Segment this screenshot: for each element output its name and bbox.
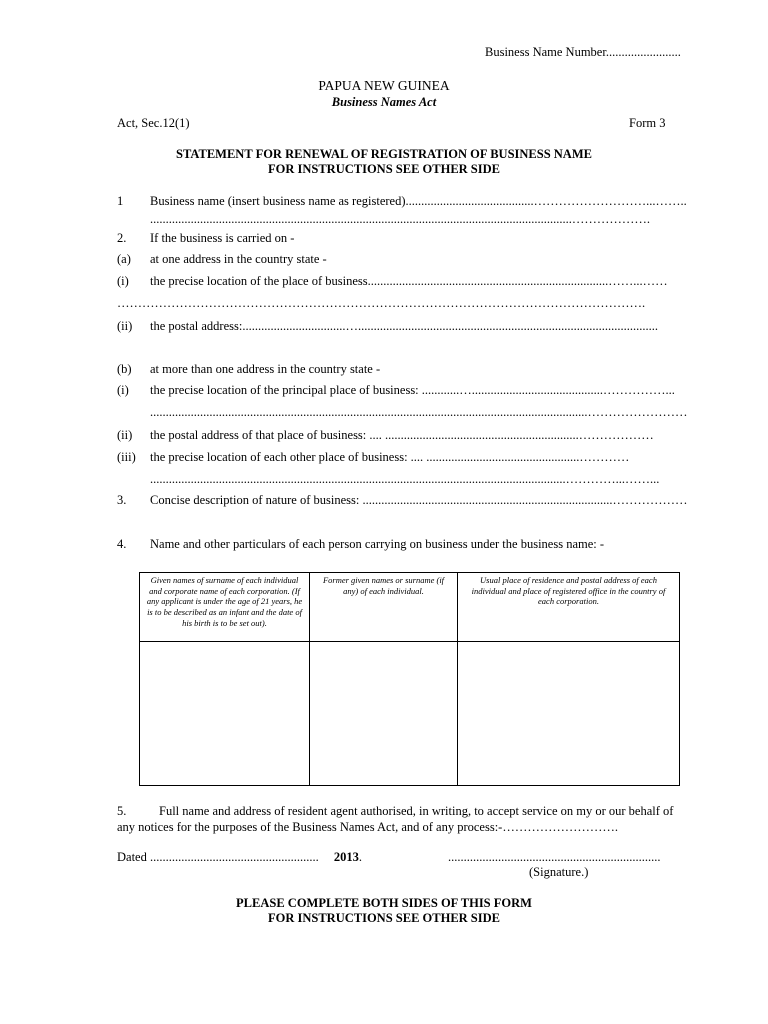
business-name-number: Business Name Number........................ <box>485 45 681 59</box>
business-name-field: Business name (insert business name as registered).........................................………………………...…….. <box>150 194 687 208</box>
item-2b-iii-number: (iii) <box>117 450 136 464</box>
item-4-text: Name and other particulars of each person carrying on business under the business name: - <box>150 537 605 551</box>
act-section: Act, Sec.12(1) <box>117 116 190 130</box>
column-header-names: Given names of surname of each individual and corporate name of each corporation. (If any applicant is under the age of 21 years, he is to be described as an infant and the date of his birth is to be set out). <box>140 573 310 642</box>
nature-of-business-field: Concise description of nature of business: ................................................................................……………… <box>150 493 688 507</box>
resident-agent-line2: any notices for the purposes of the Business Names Act, and of any process:-………………………. <box>117 820 618 834</box>
dated-year: 2013 <box>333 850 359 864</box>
footer-notice-line1: PLEASE COMPLETE BOTH SIDES OF THIS FORM <box>236 896 532 910</box>
column-header-residence: Usual place of residence and postal address of each individual and place of registered office in the country of each corporation. <box>458 573 680 642</box>
principal-location-field: the precise location of the principal place of business: ............…..........................................……………... <box>150 383 675 397</box>
precise-location-field: the precise location of the place of business.............................................................................……...…… <box>150 274 668 288</box>
item-2b-number: (b) <box>117 362 132 376</box>
form-title: STATEMENT FOR RENEWAL OF REGISTRATION OF BUSINESS NAME <box>176 147 592 161</box>
item-2b-i-number: (i) <box>117 383 129 397</box>
precise-location-field-continued: ………………………………………………………………………………………………………………. <box>117 296 646 310</box>
item-2a-text: at one address in the country state - <box>150 252 327 266</box>
act-title: Business Names Act <box>331 95 437 109</box>
item-2b-ii-number: (ii) <box>117 428 133 442</box>
form-number: Form 3 <box>629 116 666 130</box>
former-names-cell[interactable] <box>310 642 458 786</box>
business-name-field-continued: .......................................................................................................................................………………. <box>150 212 650 226</box>
particulars-table <box>139 572 680 786</box>
item-2-text: If the business is carried on - <box>150 231 295 245</box>
signature-line: .................................................................... <box>448 850 661 864</box>
item-3-number: 3. <box>117 493 127 507</box>
item-2-number: 2. <box>117 231 127 245</box>
table-header-row <box>140 573 680 642</box>
signature-label: (Signature.) <box>529 865 589 879</box>
other-locations-field-continued: .....................................................................................................................................…………...……... <box>150 472 660 486</box>
principal-location-field-continued: ............................................................................................................................................…………………… <box>150 405 688 419</box>
item-2a-number: (a) <box>117 252 131 266</box>
item-4-number: 4. <box>117 537 127 551</box>
item-5-number: 5. <box>117 804 127 818</box>
principal-postal-address-field: the postal address of that place of business: .... ..............................................................……………… <box>150 428 654 442</box>
dated-label: Dated ...................................................... <box>117 850 319 864</box>
table-row <box>140 642 680 786</box>
column-header-former-names: Former given names or surname (if any) of each individual. <box>310 573 458 642</box>
resident-agent-line1: Full name and address of resident agent authorised, in writing, to accept service on my or our behalf of <box>159 804 674 818</box>
footer-notice-line2: FOR INSTRUCTIONS SEE OTHER SIDE <box>267 911 500 925</box>
item-2a-i-number: (i) <box>117 274 129 288</box>
item-2a-ii-number: (ii) <box>117 319 133 333</box>
residence-cell[interactable] <box>458 642 680 786</box>
dated-field <box>117 850 362 866</box>
postal-address-field: the postal address:.................................…................................................................................................ <box>150 319 658 333</box>
names-cell[interactable] <box>140 642 310 786</box>
item-2b-text: at more than one address in the country state - <box>150 362 381 376</box>
country-heading: PAPUA NEW GUINEA <box>318 78 450 93</box>
form-subtitle: FOR INSTRUCTIONS SEE OTHER SIDE <box>267 162 500 176</box>
item-1-number: 1 <box>117 194 124 208</box>
dated-year-suffix: . <box>358 850 362 864</box>
other-locations-field: the precise location of each other place of business: .... .................................................………… <box>150 450 630 464</box>
